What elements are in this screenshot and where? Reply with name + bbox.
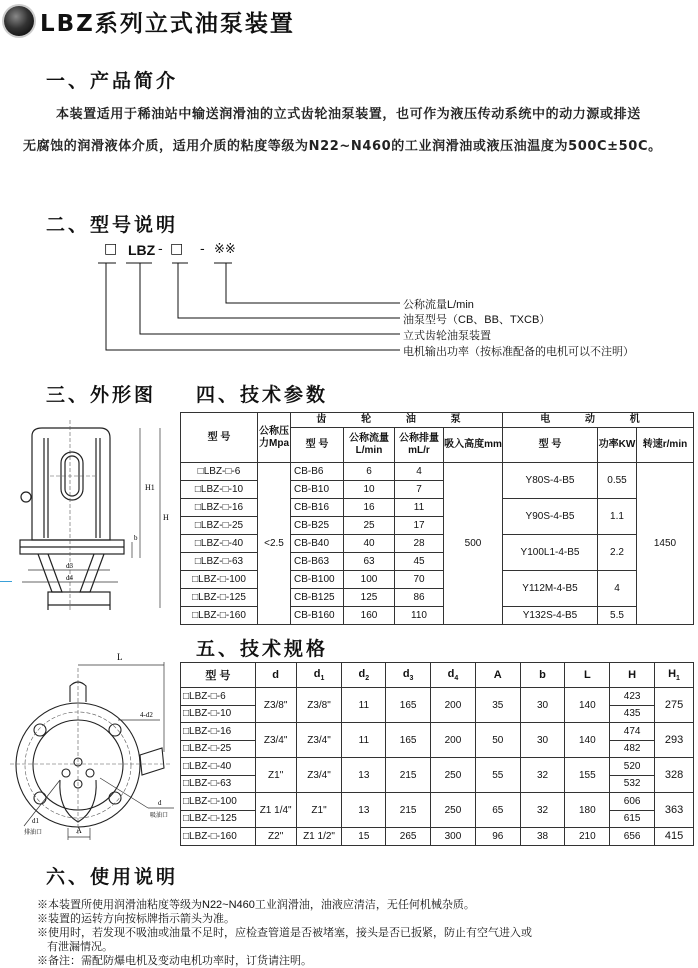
cell-flow: 100 [344, 571, 395, 589]
cell-model: □LBZ-□-10 [181, 705, 256, 723]
th-model: 型 号 [181, 663, 256, 688]
cell-h1: 293 [655, 723, 694, 758]
label-d: d [158, 799, 162, 807]
cell-model: □LBZ-□-16 [181, 499, 258, 517]
cell-model: □LBZ-□-100 [181, 571, 258, 589]
cell-d: Z3/8" [255, 688, 296, 723]
sub-1: 1 [320, 675, 325, 683]
legend-motor-power: 电机输出功率（按标准配备的电机可以不注明） [403, 346, 634, 358]
cell-motor-power: 4 [598, 571, 637, 607]
cell-model: □LBZ-□-6 [181, 688, 256, 706]
cell-a: 65 [475, 793, 520, 828]
cell-h1: 415 [655, 828, 694, 846]
divider-accent [0, 581, 12, 582]
th-suction: 吸入高度mm [444, 428, 503, 463]
table-row [181, 535, 694, 553]
cell-h: 482 [610, 740, 655, 758]
cell-h1: 363 [655, 793, 694, 828]
cell-d4: 200 [431, 723, 476, 758]
cell-model: □LBZ-□-160 [181, 607, 258, 625]
cell-l: 140 [565, 688, 610, 723]
section-heading-params: 四、技术参数 [196, 384, 329, 406]
th-pump-model: 型 号 [291, 428, 344, 463]
cell-model: □LBZ-□-25 [181, 740, 256, 758]
cell-disp: 7 [395, 481, 444, 499]
page-title: LBZ系列立式油泵装置 [40, 10, 295, 37]
th-d3: $d_3$ [386, 663, 431, 688]
cell-flow: 10 [344, 481, 395, 499]
usage-note: ※本装置所使用润滑油粘度等级为N22~N460工业润滑油，油液应清洁，无任何机械杂质。 [37, 899, 475, 911]
legend-flow: 公称流量L/min [403, 299, 474, 311]
label-h: H [163, 513, 169, 522]
label-d4: d4 [66, 574, 73, 582]
th-h1: $H_1$ [655, 663, 694, 688]
sub-2: 2 [365, 675, 370, 683]
section-heading-specs: 五、技术规格 [196, 638, 329, 660]
cell-h1: 275 [655, 688, 694, 723]
table-row [181, 793, 694, 811]
usage-note: ※备注：需配防爆电机及变动电机功率时，订货请注明。 [37, 955, 312, 967]
cell-model: □LBZ-□-100 [181, 793, 256, 811]
cell-h: 520 [610, 758, 655, 776]
cell-pump: CB-B125 [291, 589, 344, 607]
th-motor-model: 型 号 [503, 428, 598, 463]
cell-d3: 265 [386, 828, 431, 846]
label-inlet: 吸油口 [150, 813, 169, 819]
cell-h: 606 [610, 793, 655, 811]
label-h1: H1 [145, 483, 155, 492]
section-heading-usage: 六、使用说明 [46, 866, 179, 888]
cell-model: □LBZ-□-16 [181, 723, 256, 741]
tech-specs-table [180, 662, 694, 846]
cell-d2: 13 [342, 758, 386, 793]
th-l: L [565, 663, 610, 688]
cell-d: Z1 1/4" [255, 793, 296, 828]
cell-model: □LBZ-□-160 [181, 828, 256, 846]
cell-pump: CB-B63 [291, 553, 344, 571]
cell-d4: 250 [431, 793, 476, 828]
th-d: d [255, 663, 296, 688]
th-motor-group: 电 动 机 [503, 413, 694, 428]
cell-model: □LBZ-□-125 [181, 810, 256, 828]
cell-model: □LBZ-□-40 [181, 758, 256, 776]
th-d1: $d_1$ [296, 663, 342, 688]
cell-flow: 6 [344, 463, 395, 481]
spec-table-body [181, 688, 694, 846]
cell-a: 50 [475, 723, 520, 758]
label-b: b [134, 534, 138, 542]
cell-motor-model: Y90S-4-B5 [503, 499, 598, 535]
cell-d: Z2" [255, 828, 296, 846]
legend-pump-type: 油泵型号（CB、BB、TXCB） [403, 314, 551, 326]
cell-model: □LBZ-□-63 [181, 553, 258, 571]
cell-h: 615 [610, 810, 655, 828]
th-b: b [520, 663, 565, 688]
cell-d2: 15 [342, 828, 386, 846]
cell-h: 423 [610, 688, 655, 706]
sub-4: 4 [454, 675, 459, 683]
code-dash-2: - [200, 242, 205, 257]
table-row [181, 571, 694, 589]
label-d3: d3 [66, 562, 73, 570]
cell-d4: 250 [431, 758, 476, 793]
code-box-pump: □ [170, 241, 184, 257]
cell-disp: 45 [395, 553, 444, 571]
cell-model: □LBZ-□-125 [181, 589, 258, 607]
sub-3: 3 [409, 675, 414, 683]
cell-disp: 70 [395, 571, 444, 589]
cell-l: 155 [565, 758, 610, 793]
cell-motor-power: 2.2 [598, 535, 637, 571]
cell-d3: 215 [386, 758, 431, 793]
cell-d2: 13 [342, 793, 386, 828]
cell-d4: 300 [431, 828, 476, 846]
th-d4: $d_4$ [431, 663, 476, 688]
code-lbz: LBZ [128, 242, 156, 258]
cell-flow: 16 [344, 499, 395, 517]
cell-b: 30 [520, 723, 565, 758]
intro-line-1: 本装置适用于稀油站中输送润滑油的立式齿轮油泵装置，也可作为液压传动系统中的动力源或排送 [56, 107, 641, 122]
cell-d1: Z3/4" [296, 758, 342, 793]
cell-disp: 110 [395, 607, 444, 625]
cell-motor-power: 1.1 [598, 499, 637, 535]
table-row [181, 828, 694, 846]
cell-h: 532 [610, 775, 655, 793]
cell-motor-power: 0.55 [598, 463, 637, 499]
outline-drawing [0, 410, 180, 610]
cell-l: 140 [565, 723, 610, 758]
cell-pump: CB-B100 [291, 571, 344, 589]
cell-b: 30 [520, 688, 565, 723]
code-stars: ※※ [214, 242, 236, 257]
table-row [181, 723, 694, 741]
cell-motor-power: 5.5 [598, 607, 637, 625]
cell-d3: 165 [386, 688, 431, 723]
usage-note: ※使用时，若发现不吸油或油量不足时，应检查管道是否被堵塞，接头是否已扳紧，防止有空气进入或 [37, 927, 532, 939]
cell-motor-model: Y80S-4-B5 [503, 463, 598, 499]
cell-model: □LBZ-□-10 [181, 481, 258, 499]
th-d2: $d_2$ [342, 663, 386, 688]
cell-pump: CB-B6 [291, 463, 344, 481]
cell-d3: 215 [386, 793, 431, 828]
table-row [181, 688, 694, 706]
bullet-ball-icon [4, 6, 34, 36]
section-heading-intro: 一、产品简介 [46, 70, 179, 92]
cell-flow: 25 [344, 517, 395, 535]
cell-pump: CB-B16 [291, 499, 344, 517]
th-flow: 公称流量L/min [344, 428, 395, 463]
cell-d3: 165 [386, 723, 431, 758]
cell-model: □LBZ-□-6 [181, 463, 258, 481]
cell-suction: 500 [444, 463, 503, 625]
bottom-view-drawing [0, 640, 180, 840]
cell-model: □LBZ-□-40 [181, 535, 258, 553]
cell-disp: 86 [395, 589, 444, 607]
table-row [181, 607, 694, 625]
cell-pump: CB-B160 [291, 607, 344, 625]
th-pump-group: 齿 轮 油 泵 [291, 413, 503, 428]
cell-b: 32 [520, 793, 565, 828]
cell-d1: Z3/4" [296, 723, 342, 758]
label-l: L [117, 652, 123, 662]
th-h: H [610, 663, 655, 688]
cell-a: 55 [475, 758, 520, 793]
legend-device: 立式齿轮油泵装置 [403, 330, 491, 342]
usage-note: ※装置的运转方向按标牌指示箭头为准。 [37, 913, 235, 925]
cell-h: 656 [610, 828, 655, 846]
cell-b: 38 [520, 828, 565, 846]
cell-h1: 328 [655, 758, 694, 793]
cell-h: 474 [610, 723, 655, 741]
section-heading-outline: 三、外形图 [46, 384, 157, 406]
cell-d1: Z1" [296, 793, 342, 828]
cell-model: □LBZ-□-63 [181, 775, 256, 793]
cell-pump: CB-B25 [291, 517, 344, 535]
th-model: 型 号 [181, 413, 258, 463]
cell-d2: 11 [342, 723, 386, 758]
cell-flow: 160 [344, 607, 395, 625]
th-displacement: 公称排量mL/r [395, 428, 444, 463]
cell-d2: 11 [342, 688, 386, 723]
usage-notes [37, 898, 532, 968]
cell-motor-model: Y132S-4-B5 [503, 607, 598, 625]
cell-d1: Z3/8" [296, 688, 342, 723]
cell-flow: 125 [344, 589, 395, 607]
cell-pressure: <2.5 [258, 463, 291, 625]
cell-h: 435 [610, 705, 655, 723]
cell-d1: Z1 1/2" [296, 828, 342, 846]
cell-motor-model: Y100L1-4-B5 [503, 535, 598, 571]
cell-a: 96 [475, 828, 520, 846]
cell-d4: 200 [431, 688, 476, 723]
cell-pump: CB-B40 [291, 535, 344, 553]
table-row [181, 499, 694, 517]
sub-h1: 1 [676, 675, 680, 683]
th-power: 功率KW [598, 428, 637, 463]
usage-note: 有泄漏情况。 [47, 941, 113, 953]
cell-l: 180 [565, 793, 610, 828]
tech-params-table [180, 412, 694, 625]
th-pressure: 公称压力Mpa [258, 413, 291, 463]
label-holes: 4-d2 [140, 711, 153, 719]
cell-pump: CB-B10 [291, 481, 344, 499]
th-a: A [475, 663, 520, 688]
label-outlet: 排油口 [24, 830, 43, 836]
cell-disp: 11 [395, 499, 444, 517]
model-leader-lines [0, 230, 698, 360]
cell-disp: 28 [395, 535, 444, 553]
label-d1: d1 [32, 817, 39, 825]
label-a: A [76, 826, 82, 835]
cell-flow: 63 [344, 553, 395, 571]
cell-disp: 17 [395, 517, 444, 535]
cell-model: □LBZ-□-25 [181, 517, 258, 535]
cell-d: Z1" [255, 758, 296, 793]
model-code-diagram [0, 230, 698, 360]
cell-disp: 4 [395, 463, 444, 481]
code-dash-1: - [158, 242, 163, 257]
table-row [181, 463, 694, 481]
cell-d: Z3/4" [255, 723, 296, 758]
cell-b: 32 [520, 758, 565, 793]
cell-flow: 40 [344, 535, 395, 553]
cell-l: 210 [565, 828, 610, 846]
cell-motor-model: Y112M-4-B5 [503, 571, 598, 607]
cell-a: 35 [475, 688, 520, 723]
th-speed: 转速r/min [637, 428, 694, 463]
intro-line-2: 无腐蚀的润滑液体介质，适用介质的粘度等级为N22~N460的工业润滑油或液压油温度为500C±50C。 [23, 139, 662, 154]
table-row [181, 758, 694, 776]
cell-speed: 1450 [637, 463, 694, 625]
section-heading-model: 二、型号说明 [46, 214, 179, 236]
page-header [4, 4, 295, 38]
code-box-power: □ [104, 241, 118, 257]
